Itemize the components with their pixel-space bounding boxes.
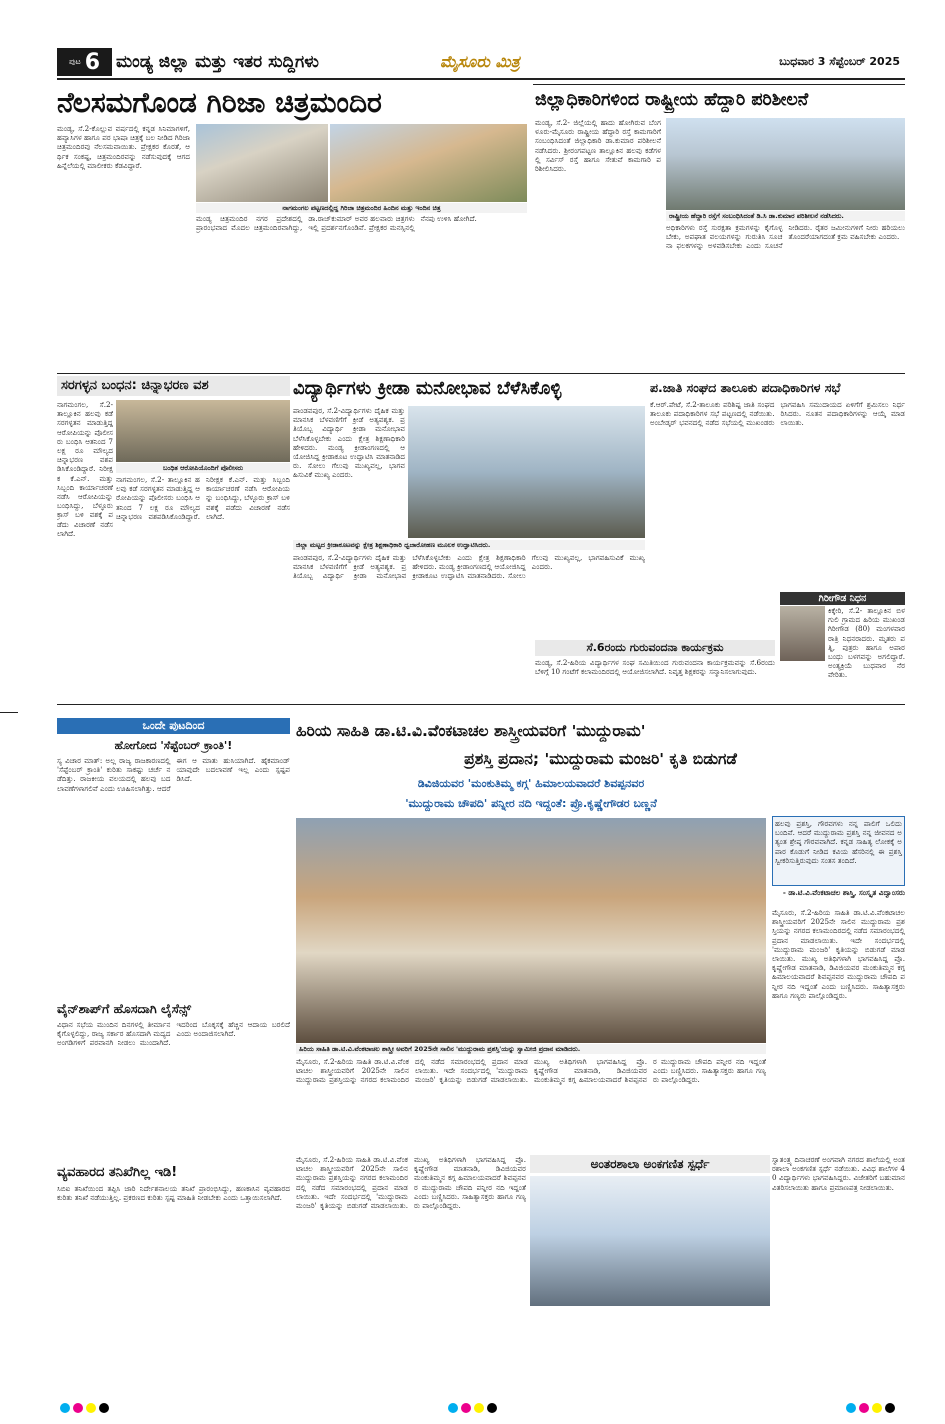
story3-body-a: ನಾಗಮಂಗಲ, ಸೆ.2- ತಾಲ್ಲೂಕಿನ ಹಲವು ಕಡೆ ಸರಗಳ್ಳತನ ಮಾಡುತ್ತಿದ್ದ ಆರೋಪಿಯನ್ನು ಪೊಲೀಸರು ಬಂಧಿಸಿ ಆತನಿಂದ 7 ಲಕ್ಷ ರೂ ಮೌಲ್ಯದ ಚಿನ್ನಾಭರಣ ವಶಪಡಿಸಿಕೊಂಡಿದ್ದಾರೆ. ನಿರೀಕ್ಷಕ ಕೆ.ಎನ್. ಮತ್ತು ಸಿಬ್ಬಂದಿ ಕಾರ್ಯಾಚರಣೆ ನಡೆಸಿ ಆರೋಪಿಯನ್ನು ಬಂಧಿಸಿದ್ದು, ಬೆಳ್ಳೂರು ಕ್ರಾಸ್ ಬಳಿ ವಶಕ್ಕೆ ಪಡೆದು ವಿಚಾರಣೆ ನಡೆಸಲಾಗಿದೆ. [57, 400, 113, 538]
main-body-left: ಮೈಸೂರು, ಸೆ.2-ಹಿರಿಯ ಸಾಹಿತಿ ಡಾ.ಟಿ.ವಿ.ವೆಂಕಟಾಚಲ ಶಾಸ್ತ್ರೀಯವರಿಗೆ 2025ನೇ ಸಾಲಿನ ಮುದ್ದುರಾಮ ಪ್ರಶಸ್ತಿಯನ್ನು ನಗರದ ಕಲಾಮಂದಿರದಲ್ಲಿ ನಡೆದ ಸಮಾರಂಭದಲ್ಲಿ ಪ್ರದಾನ ಮಾಡಲಾಯಿತು. ಇದೇ ಸಂದರ್ಭದಲ್ಲಿ 'ಮುದ್ದುರಾಮ ಮಂಜರಿ' ಕೃತಿಯನ್ನು ಬಿಡುಗಡೆ ಮಾಡಲಾಯಿತು. ಮುಖ್ಯ ಅತಿಥಿಗಳಾಗಿ ಭಾಗವಹಿಸಿದ್ದ ಪ್ರೊ.ಕೃಷ್ಣೇಗೌಡ ಮಾತನಾಡಿ, ಡಿವಿಜಿಯವರ ಮಂಕುತಿಮ್ಮನ ಕಗ್ಗ ಹಿಮಾಲಯವಾದರೆ ಶಿವಪ್ಪನವರ ಮುದ್ದುರಾಮ ಚೌಪದಿ ಪನ್ನೀರ ನದಿ ಇದ್ದಂತೆ ಎಂದು ಬಣ್ಣಿಸಿದರು. ಸಾಹಿತ್ಯಾಸಕ್ತರು ಹಾಗೂ ಗಣ್ಯರು ಪಾಲ್ಗೊಂಡಿದ್ದರು. [296, 1057, 766, 1085]
column-band: ಒಂದೇ ಪುಟದಿಂದ [57, 718, 290, 734]
magenta-mark [859, 1403, 869, 1413]
story5-body: ಕೆ.ಆರ್.ಪೇಟೆ, ಸೆ.2-ತಾಲೂಕು ಪರಿಶಿಷ್ಟ ಜಾತಿ ಸಂಘದ ತಾಲೂಕು ಪದಾಧಿಕಾರಿಗಳ ಸಭೆ ಪಟ್ಟಣದಲ್ಲಿ ನಡೆಯಿತು. ಅಂಬೇಡ್ಕರ್ ಭವನದಲ್ಲಿ ನಡೆದ ಸಭೆಯಲ್ಲಿ ಮುಖಂಡರು ಭಾಗವಹಿಸಿ ಸಮುದಾಯದ ಏಳಿಗೆಗೆ ಶ್ರಮಿಸಲು ನಿರ್ಧರಿಸಿದರು. ನೂತನ ಪದಾಧಿಕಾರಿಗಳನ್ನು ಆಯ್ಕೆ ಮಾಡಲಾಯಿತು. [650, 400, 905, 428]
black-mark [487, 1403, 497, 1413]
black-mark [99, 1403, 109, 1413]
column-headline2: ವೈನ್‌ಶಾಪ್‌ಗೆ ಹೊಸದಾಗಿ ಲೈಸೆನ್ಸ್ [57, 1001, 192, 1016]
row1-rule [57, 373, 905, 374]
math-body: ಸ್ವಾತಂತ್ರ್ಯ ದಿನಾಚರಣೆ ಅಂಗವಾಗಿ ನಗರದ ಶಾಲೆಯಲ್ಲಿ ಅಂತರಶಾಲಾ ಅಂಕಗಣಿತ ಸ್ಪರ್ಧೆ ನಡೆಯಿತು. ವಿವಿಧ ಶಾಲೆಗಳ 40 ವಿದ್ಯಾರ್ಥಿಗಳು ಭಾಗವಹಿಸಿದ್ದರು. ವಿಜೇತರಿಗೆ ಬಹುಮಾನ ವಿತರಿಸಲಾಯಿತು ಹಾಗೂ ಪ್ರಮಾಣಪತ್ರ ನೀಡಲಾಯಿತು. [772, 1155, 905, 1192]
story2-photo [666, 118, 905, 210]
section-title: ಮಂಡ್ಯ ಜಿಲ್ಲಾ ಮತ್ತು ಇತರ ಸುದ್ದಿಗಳು [116, 52, 319, 72]
story3-photo [116, 400, 290, 462]
column-body3: ಸಿಬಿಐ ತನಿಖೆಯಿಂದ ತಪ್ಪಿಸಿ ಜಾರಿ ನಿರ್ದೇಶನಾಲಯ ತನಿಖೆ ಪ್ರಾರಂಭಿಸಿದ್ದು, ಹಣಕಾಸಿನ ವ್ಯವಹಾರದ ಕುರಿತು ತನಿಖೆ ನಡೆಯುತ್ತಿಲ್ಲ. ಪ್ರಕರಣದ ಕುರಿತು ಸ್ಪಷ್ಟ ಮಾಹಿತಿ ನೀಡಬೇಕು ಎಂದು ಒತ್ತಾಯಿಸಲಾಗಿದೆ. [57, 1184, 290, 1203]
main-body-lower: ಮೈಸೂರು, ಸೆ.2-ಹಿರಿಯ ಸಾಹಿತಿ ಡಾ.ಟಿ.ವಿ.ವೆಂಕಟಾಚಲ ಶಾಸ್ತ್ರೀಯವರಿಗೆ 2025ನೇ ಸಾಲಿನ ಮುದ್ದುರಾಮ ಪ್ರಶಸ್ತಿಯನ್ನು ನಗರದ ಕಲಾಮಂದಿರದಲ್ಲಿ ನಡೆದ ಸಮಾರಂಭದಲ್ಲಿ ಪ್ರದಾನ ಮಾಡಲಾಯಿತು. ಇದೇ ಸಂದರ್ಭದಲ್ಲಿ 'ಮುದ್ದುರಾಮ ಮಂಜರಿ' ಕೃತಿಯನ್ನು ಬಿಡುಗಡೆ ಮಾಡಲಾಯಿತು. ಮುಖ್ಯ ಅತಿಥಿಗಳಾಗಿ ಭಾಗವಹಿಸಿದ್ದ ಪ್ರೊ.ಕೃಷ್ಣೇಗೌಡ ಮಾತನಾಡಿ, ಡಿವಿಜಿಯವರ ಮಂಕುತಿಮ್ಮನ ಕಗ್ಗ ಹಿಮಾಲಯವಾದರೆ ಶಿವಪ್ಪನವರ ಮುದ್ದುರಾಮ ಚೌಪದಿ ಪನ್ನೀರ ನದಿ ಇದ್ದಂತೆ ಎಂದು ಬಣ್ಣಿಸಿದರು. ಸಾಹಿತ್ಯಾಸಕ್ತರು ಹಾಗೂ ಗಣ್ಯರು ಪಾಲ್ಗೊಂಡಿದ್ದರು. [296, 1155, 526, 1211]
math-headline: ಅಂತರಶಾಲಾ ಅಂಕಗಣಿತ ಸ್ಪರ್ಧೆ [530, 1155, 770, 1173]
story3-headline: ಸರಗಳ್ಳನ ಬಂಧನ: ಚಿನ್ನಾಭರಣ ವಶ [57, 376, 290, 396]
cyan-mark [448, 1403, 458, 1413]
main-body-right: ಮೈಸೂರು, ಸೆ.2-ಹಿರಿಯ ಸಾಹಿತಿ ಡಾ.ಟಿ.ವಿ.ವೆಂಕಟಾಚಲ ಶಾಸ್ತ್ರೀಯವರಿಗೆ 2025ನೇ ಸಾಲಿನ ಮುದ್ದುರಾಮ ಪ್ರಶಸ್ತಿಯನ್ನು ನಗರದ ಕಲಾಮಂದಿರದಲ್ಲಿ ನಡೆದ ಸಮಾರಂಭದಲ್ಲಿ ಪ್ರದಾನ ಮಾಡಲಾಯಿತು. ಇದೇ ಸಂದರ್ಭದಲ್ಲಿ 'ಮುದ್ದುರಾಮ ಮಂಜರಿ' ಕೃತಿಯನ್ನು ಬಿಡುಗಡೆ ಮಾಡಲಾಯಿತು. ಮುಖ್ಯ ಅತಿಥಿಗಳಾಗಿ ಭಾಗವಹಿಸಿದ್ದ ಪ್ರೊ.ಕೃಷ್ಣೇಗೌಡ ಮಾತನಾಡಿ, ಡಿವಿಜಿಯವರ ಮಂಕುತಿಮ್ಮನ ಕಗ್ಗ ಹಿಮಾಲಯವಾದರೆ ಶಿವಪ್ಪನವರ ಮುದ್ದುರಾಮ ಚೌಪದಿ ಪನ್ನೀರ ನದಿ ಇದ್ದಂತೆ ಎಂದು ಬಣ್ಣಿಸಿದರು. ಸಾಹಿತ್ಯಾಸಕ್ತರು ಹಾಗೂ ಗಣ್ಯರು ಪಾಲ್ಗೊಂಡಿದ್ದರು. [772, 908, 905, 1000]
math-photo [530, 1176, 770, 1306]
story3-caption: ಬಂಧಿತ ಆರೋಪಿಯೊಂದಿಗೆ ಪೊಲೀಸರು [116, 463, 290, 473]
column-headline1: ಹೋಗೋದ 'ಸೆಪ್ಟೆಂಬರ್ ಕ್ರಾಂತಿ'! [114, 739, 233, 752]
magenta-mark [461, 1403, 471, 1413]
page-label: ಪುಟ [68, 57, 81, 66]
story2-body2: ಅಧಿಕಾರಿಗಳು ರಸ್ತೆ ಸುರಕ್ಷತಾ ಕ್ರಮಗಳನ್ನು ಕೈಗೊಳ್ಳಬೇಕು, ಅಪಘಾತ ವಲಯಗಳನ್ನು ಗುರುತಿಸಿ ಸೂಚನಾ ಫಲಕಗಳನ್ನು ಅಳವಡಿಸಬೇಕು ಎಂದು ಸೂಚನೆ ನೀಡಿದರು. ರೈತರ ಜಮೀನುಗಳಿಗೆ ನೀರು ಹರಿಯಲು ತೊಂದರೆಯಾಗದಂತೆ ಕ್ರಮ ವಹಿಸಬೇಕು ಎಂದರು. [666, 223, 905, 251]
story4-headline: ವಿದ್ಯಾರ್ಥಿಗಳು ಕ್ರೀಡಾ ಮನೋಭಾವ ಬೆಳೆಸಿಕೊಳ್ಳಿ [293, 378, 562, 399]
story2-top-rule [533, 84, 905, 85]
story1-photo-after [330, 124, 527, 202]
yellow-mark [872, 1403, 882, 1413]
guru-body: ಮಂಡ್ಯ, ಸೆ.2-ಹಿರಿಯ ವಿದ್ಯಾರ್ಥಿಗಳ ಸಂಘ ಸಮಿತಿಯಿಂದ ಗುರುವಂದನಾ ಕಾರ್ಯಕ್ರಮವನ್ನು ಸೆ.6ರಂದು ಬೆಳಿಗ್ಗೆ 10 ಗಂಟೆಗೆ ಕಲಾಮಂದಿರದಲ್ಲಿ ಆಯೋಜಿಸಲಾಗಿದೆ. ನಿವೃತ್ತ ಶಿಕ್ಷಕರನ್ನು ಸನ್ಮಾನಿಸಲಾಗುವುದು. [535, 658, 775, 677]
guru-headline: ಸೆ.6ರಂದು ಗುರುವಂದನಾ ಕಾರ್ಯಕ್ರಮ [535, 640, 775, 656]
row2-rule [57, 704, 905, 705]
main-headline1: ಹಿರಿಯ ಸಾಹಿತಿ ಡಾ.ಟಿ.ವಿ.ವೆಂಕಟಾಚಲ ಶಾಸ್ತ್ರೀಯವರಿಗೆ 'ಮುದ್ದುರಾಮ' [296, 722, 646, 740]
story4-body-a: ಪಾಂಡವಪುರ, ಸೆ.2-ವಿದ್ಯಾರ್ಥಿಗಳು ದೈಹಿಕ ಮತ್ತು ಮಾನಸಿಕ ಬೆಳವಣಿಗೆಗೆ ಕ್ರೀಡೆ ಅತ್ಯವಶ್ಯಕ. ಪ್ರತಿಯೊಬ್ಬ ವಿದ್ಯಾರ್ಥಿ ಕ್ರೀಡಾ ಮನೋಭಾವ ಬೆಳೆಸಿಕೊಳ್ಳಬೇಕು ಎಂದು ಕ್ಷೇತ್ರ ಶಿಕ್ಷಣಾಧಿಕಾರಿ ಹೇಳಿದರು. ಮಂಡ್ಯ ಕ್ರೀಡಾಂಗಣದಲ್ಲಿ ಆಯೋಜಿಸಿದ್ದ ಕ್ರೀಡಾಕೂಟ ಉದ್ಘಾಟಿಸಿ ಮಾತನಾಡಿದರು. ಸೋಲು ಗೆಲುವು ಮುಖ್ಯವಲ್ಲ, ಭಾಗವಹಿಸುವಿಕೆ ಮುಖ್ಯ ಎಂದರು. [293, 406, 405, 480]
story1-caption: ನಾಗಮಂಗಲ ಪಟ್ಟಣದಲ್ಲಿದ್ದ ಗಿರಿಜಾ ಚಿತ್ರಮಂದಿರ ಹಿಂದಿನ ಮತ್ತು ಇಂದಿನ ಚಿತ್ರ [196, 203, 527, 213]
cyan-mark [846, 1403, 856, 1413]
story1-photo-before [196, 124, 328, 202]
registration-marks-right [846, 1403, 895, 1413]
story1-body: ಮಂಡ್ಯ, ಸೆ.2-ಕೊಲ್ಲುವ ವರ್ಷದಲ್ಲಿ ಕನ್ನಡ ಸಿನಿಮಾಗಳಿಗೆ, ಹವ್ಯಾಸಿಗಳ ಹಾಗೂ ಪರ ಭಾಷಾ ಚಿತ್ರಕ್ಕೆ ಬಲ ನೀಡಿದ ಗಿರಿಜಾ ಚಿತ್ರಮಂದಿರವು ನೆಲಸಮವಾಯಿತು. ಪ್ರೇಕ್ಷಕರ ಕೊರತೆ, ಆರ್ಥಿಕ ಸಂಕಷ್ಟ, ಚಿತ್ರಮಂದಿರವನ್ನು ನಡೆಸುವುದಕ್ಕೆ ಆಗದ ಹಿನ್ನೆಲೆಯಲ್ಲಿ ಮಾಲೀಕರು ಕೆಡವಿದ್ದಾರೆ. [57, 124, 190, 170]
main-subhead1: ಡಿವಿಜಿಯವರ 'ಮಂಕುತಿಮ್ಮ ಕಗ್ಗ' ಹಿಮಾಲಯವಾದರೆ ಶಿವಪ್ಪನವರ [417, 777, 645, 790]
story1-body2: ಮಂಡ್ಯ ಚಿತ್ರಮಂದಿರ ನಗರ ಪ್ರದೇಶದಲ್ಲಿ ಪ್ರಾರಂಭವಾದ ಮೊದಲ ಚಿತ್ರಮಂದಿರವಾಗಿದ್ದು, ಡಾ.ರಾಜ್‌ಕುಮಾರ್ ಅವರ ಹಲವಾರು ಚಿತ್ರಗಳು ಇಲ್ಲಿ ಪ್ರದರ್ಶನಗೊಂಡಿವೆ. ಪ್ರೇಕ್ಷಕರ ಮನಸ್ಸಿನಲ್ಲಿ ನೆನಪು ಉಳಿಸಿ ಹೋಗಿದೆ. [196, 214, 477, 233]
column-headline3: ವ್ಯವಹಾರದ ತನಿಖೆಗಿಲ್ಲ ಇಡಿ! [57, 1165, 178, 1180]
story4-caption: ಜಿಲ್ಲಾ ಮಟ್ಟದ ಕ್ರೀಡಾಕೂಟವನ್ನು ಕ್ಷೇತ್ರ ಶಿಕ್ಷಣಾಧಿಕಾರಿ ಧ್ವಜಾರೋಹಣ ಮೂಲಕ ಉದ್ಘಾಟಿಸಿದರು. [293, 540, 645, 550]
main-quote: ಹಲವು ಪ್ರಶಸ್ತಿ, ಗೌರವಗಳು ನನ್ನ ಪಾಲಿಗೆ ಒಲಿದು ಬಂದಿವೆ. ಆದರೆ ಮುದ್ದುರಾಮ ಪ್ರಶಸ್ತಿ ನನ್ನ ಜೀವನದ ಅತ್ಯಂತ ಶ್ರೇಷ್ಠ ಗೌರವವಾಗಿದೆ. ಕನ್ನಡ ಸಾಹಿತ್ಯ ಲೋಕಕ್ಕೆ ಅಪಾರ ಕೊಡುಗೆ ನೀಡಿದ ಕವಿಯ ಹೆಸರಿನಲ್ಲಿ ಈ ಪ್ರಶಸ್ತಿ ಸ್ವೀಕರಿಸುತ್ತಿರುವುದು ಸಂತಸ ತಂದಿದೆ. [772, 816, 905, 886]
main-caption: ಹಿರಿಯ ಸಾಹಿತಿ ಡಾ.ಟಿ.ವಿ.ವೆಂಕಟಾಚಲ ಶಾಸ್ತ್ರೀ ಅವರಿಗೆ 2025ನೇ ಸಾಲಿನ 'ಮುದ್ದುರಾಮ ಪ್ರಶಸ್ತಿ'ಯನ್ನು ಸ್ವಾಮೀಜಿ ಪ್ರದಾನ ಮಾಡಿದರು. [296, 1044, 766, 1054]
story2-body: ಮಂಡ್ಯ, ಸೆ.2- ಜಿಲ್ಲೆಯಲ್ಲಿ ಹಾದು ಹೋಗಿರುವ ಬೆಂಗಳೂರು-ಮೈಸೂರು ರಾಷ್ಟ್ರೀಯ ಹೆದ್ದಾರಿ ರಸ್ತೆ ಕಾಮಗಾರಿಗೆ ಸಂಬಂಧಿಸಿದಂತೆ ಜಿಲ್ಲಾಧಿಕಾರಿ ಡಾ.ಕುಮಾರ ಪರಿಶೀಲನೆ ನಡೆಸಿದರು. ಶ್ರೀರಂಗಪಟ್ಟಣ ತಾಲ್ಲೂಕಿನ ಹಲವು ಕಡೆಗಳಲ್ಲಿ ಸರ್ವಿಸ್ ರಸ್ತೆ ಹಾಗೂ ಸೇತುವೆ ಕಾಮಗಾರಿ ಪರಿಶೀಲಿಸಿದರು. [535, 118, 661, 174]
story5-headline: ಪ.ಜಾತಿ ಸಂಘದ ತಾಲೂಕು ಪದಾಧಿಕಾರಿಗಳ ಸಭೆ [650, 380, 841, 395]
main-headline2: ಪ್ರಶಸ್ತಿ ಪ್ರದಾನ; 'ಮುದ್ದುರಾಮ ಮಂಜರಿ' ಕೃತಿ ಬಿಡುಗಡೆ [464, 750, 737, 768]
issue-date: ಬುಧವಾರ 3 ಸೆಪ್ಟೆಂಬರ್ 2025 [779, 55, 900, 68]
black-mark [885, 1403, 895, 1413]
main-subhead2: 'ಮುದ್ದುರಾಮ ಚೌಪದಿ' ಪನ್ನೀರ ನದಿ ಇದ್ದಂತೆ: ಪ್ರೊ.ಕೃಷ್ಣೇಗೌಡರ ಬಣ್ಣನೆ [405, 797, 657, 810]
story4-photo [408, 406, 645, 538]
obituary-body: ಕಿಕ್ಕೇರಿ, ಸೆ.2- ತಾಲ್ಲೂಕಿನ ಬಿಳಗುಲಿ ಗ್ರಾಮದ ಹಿರಿಯ ಮುಖಂಡ ಗಿರೀಗೌಡ (80) ಮಂಗಳವಾರ ರಾತ್ರಿ ನಿಧನರಾದರು. ಮೃತರು ಪತ್ನಿ, ಪುತ್ರರು ಹಾಗೂ ಅಪಾರ ಬಂಧು ಬಳಗವನ್ನು ಅಗಲಿದ್ದಾರೆ. ಅಂತ್ಯಕ್ರಿಯೆ ಬುಧವಾರ ನೆರವೇರಿತು. [828, 606, 905, 680]
masthead-rule [57, 78, 905, 80]
cyan-mark [60, 1403, 70, 1413]
registration-marks-center [448, 1403, 497, 1413]
main-photo [296, 818, 766, 1043]
story2-headline: ಜಿಲ್ಲಾಧಿಕಾರಿಗಳಿಂದ ರಾಷ್ಟ್ರೀಯ ಹೆದ್ದಾರಿ ಪರಿಶೀಲನೆ [535, 90, 809, 110]
column-body1: ಸ್ಯ ವಿಚಾರ ಮಾತ್: ಅಲ್ಲ ರಾಜ್ಯ ರಾಜಕಾರಣದಲ್ಲಿ 'ಸೆಪ್ಟೆಂಬರ್ ಕ್ರಾಂತಿ' ಕುರಿತು ಸಾಕಷ್ಟು ಚರ್ಚೆ ನಡೆದಿತ್ತು. ರಾಜಕೀಯ ವಲಯದಲ್ಲಿ ಹಲವು ಬದಲಾವಣೆಗಳಾಗಲಿವೆ ಎಂದು ಊಹಿಸಲಾಗಿತ್ತು. ಆದರೆ ಈಗ ಆ ಮಾತು ಹುಸಿಯಾಗಿದೆ. ಹೈಕಮಾಂಡ್ ಯಾವುದೇ ಬದಲಾವಣೆ ಇಲ್ಲ ಎಂದು ಸ್ಪಷ್ಟಪಡಿಸಿದೆ. [57, 756, 290, 793]
page-label-box [57, 48, 112, 76]
registration-marks-left [60, 1403, 109, 1413]
obituary-headline: ಗಿರೀಗೌಡ ನಿಧನ [780, 592, 905, 605]
magenta-mark [73, 1403, 83, 1413]
story3-body-b: ನಾಗಮಂಗಲ, ಸೆ.2- ತಾಲ್ಲೂಕಿನ ಹಲವು ಕಡೆ ಸರಗಳ್ಳತನ ಮಾಡುತ್ತಿದ್ದ ಆರೋಪಿಯನ್ನು ಪೊಲೀಸರು ಬಂಧಿಸಿ ಆತನಿಂದ 7 ಲಕ್ಷ ರೂ ಮೌಲ್ಯದ ಚಿನ್ನಾಭರಣ ವಶಪಡಿಸಿಕೊಂಡಿದ್ದಾರೆ. ನಿರೀಕ್ಷಕ ಕೆ.ಎನ್. ಮತ್ತು ಸಿಬ್ಬಂದಿ ಕಾರ್ಯಾಚರಣೆ ನಡೆಸಿ ಆರೋಪಿಯನ್ನು ಬಂಧಿಸಿದ್ದು, ಬೆಳ್ಳೂರು ಕ್ರಾಸ್ ಬಳಿ ವಶಕ್ಕೆ ಪಡೆದು ವಿಚಾರಣೆ ನಡೆಸಲಾಗಿದೆ. [116, 475, 290, 521]
column-body2: ವಿಧಾನ ಸಭೆಯ ಮುಂದಿನ ದಿನಗಳಲ್ಲಿ ತೀರ್ಮಾನ ಕೈಗೊಳ್ಳಲಿದ್ದು, ರಾಜ್ಯ ಸರ್ಕಾರ ಹೊಸದಾಗಿ ಮದ್ಯದ ಅಂಗಡಿಗಳಿಗೆ ಪರವಾನಗಿ ನೀಡಲು ಮುಂದಾಗಿದೆ. ಇದರಿಂದ ಬೊಕ್ಕಸಕ್ಕೆ ಹೆಚ್ಚಿನ ಆದಾಯ ಬರಲಿದೆ ಎಂದು ಅಂದಾಜಿಸಲಾಗಿದೆ. [57, 1020, 290, 1048]
page-number: 6 [84, 49, 101, 75]
main-quote-attr: - ಡಾ.ಟಿ.ವಿ.ವೆಂಕಟಾಚಲ ಶಾಸ್ತ್ರಿ, ಸಂಸ್ಕೃತ ವಿದ್ವಾಂಸರು [782, 888, 905, 897]
paper-name: ಮೈಸೂರು ಮಿತ್ರ [440, 52, 520, 71]
story1-headline: ನೆಲಸಮಗೊಂಡ ಗಿರಿಜಾ ಚಿತ್ರಮಂದಿರ [57, 86, 382, 119]
story2-caption: ರಾಷ್ಟ್ರೀಯ ಹೆದ್ದಾರಿ ರಸ್ತೆಗೆ ಸಂಬಂಧಿಸಿದಂತೆ ಡಿ.ಸಿ ಡಾ.ಕುಮಾರ ಪರಿಶೀಲನೆ ನಡೆಸಿದರು. [666, 211, 905, 221]
yellow-mark [474, 1403, 484, 1413]
obituary-photo [780, 606, 825, 661]
margin-tick [0, 712, 18, 713]
story4-body-b: ಪಾಂಡವಪುರ, ಸೆ.2-ವಿದ್ಯಾರ್ಥಿಗಳು ದೈಹಿಕ ಮತ್ತು ಮಾನಸಿಕ ಬೆಳವಣಿಗೆಗೆ ಕ್ರೀಡೆ ಅತ್ಯವಶ್ಯಕ. ಪ್ರತಿಯೊಬ್ಬ ವಿದ್ಯಾರ್ಥಿ ಕ್ರೀಡಾ ಮನೋಭಾವ ಬೆಳೆಸಿಕೊಳ್ಳಬೇಕು ಎಂದು ಕ್ಷೇತ್ರ ಶಿಕ್ಷಣಾಧಿಕಾರಿ ಹೇಳಿದರು. ಮಂಡ್ಯ ಕ್ರೀಡಾಂಗಣದಲ್ಲಿ ಆಯೋಜಿಸಿದ್ದ ಕ್ರೀಡಾಕೂಟ ಉದ್ಘಾಟಿಸಿ ಮಾತನಾಡಿದರು. ಸೋಲು ಗೆಲುವು ಮುಖ್ಯವಲ್ಲ, ಭಾಗವಹಿಸುವಿಕೆ ಮುಖ್ಯ ಎಂದರು. [293, 553, 645, 581]
yellow-mark [86, 1403, 96, 1413]
